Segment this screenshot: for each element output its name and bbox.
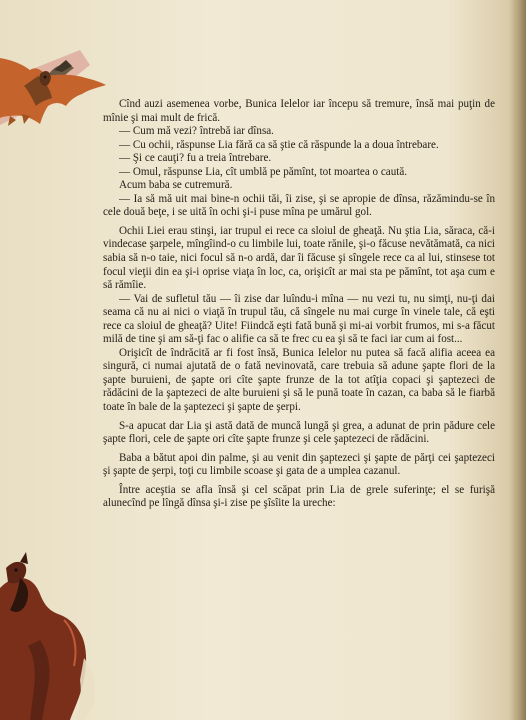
paragraph: — Şi ce cauţi? fu a treia întrebare. xyxy=(119,152,272,165)
paragraph: — Omul, răspunse Lia, cît umblă pe pămînt, tot moartea o caută. xyxy=(119,165,408,178)
paragraph: — Ia să mă uit mai bine-n ochii tăi, îi zise, şi se apropie de dînsa, răzămindu-se în cele două beţe, i se uită în ochi şi-i puse mîna pe umărul gol. xyxy=(103,192,495,219)
paragraph: — Vai de sufletul tău — îi zise dar luîndu-i mîna — nu vezi tu, nu simţi, nu-ţi dai seama că nu ai nici o viaţă în trupul tău, că sîngele nu mai curge în vinele tale, că eşti rece ca sloiul de gheaţă? Uite! Fiindcă eşti fată bună şi mi-ai vorbit frumos, mi s-a făcut milă de tine şi am să-ţi fac o alifie ca să te frec cu ea şi să te faci iar cum ai fost... xyxy=(103,292,495,346)
horse-illustration-icon xyxy=(0,548,96,720)
paragraph: Ochii Liei erau stinşi, iar trupul ei rece ca sloiul de gheaţă. Nu ştia Lia, săraca, că-i vindecase şarpele, mîngîind-o cu limbile lui, toate rănile, şi-o făcuse nevătămată, ca nici sabia să n-o taie, nici focul să n-o ardă, dar îi făcuse şi sîngele rece ca al lui, stinsese tot focul vieţii din ea şi-i oprise viaţa în loc, ca, orişicît ar mai sta pe pămînt, tot aşa cum e să rămîie. xyxy=(103,224,495,292)
paragraph: — Cum mă vezi? întrebă iar dînsa. xyxy=(119,125,274,138)
paragraph: S-a apucat dar Lia şi astă dată de muncă lungă şi grea, a adunat de prin pădure cele şapte flori, cele de şapte ori cîte şapte frunze şi cele şaptezeci de rădăcini. xyxy=(103,419,495,446)
paragraph: Acum baba se cutremură. xyxy=(119,179,233,192)
page-edge-shadow xyxy=(508,0,526,720)
paragraph: Cînd auzi asemenea vorbe, Bunica Ielelor iar începu să tremure, însă mai puţin de mînie şi mai mult de frică. xyxy=(103,98,495,124)
bat-illustration-icon xyxy=(0,30,112,150)
paragraph: Orişicît de îndrăcită ar fi fost însă, Bunica Ielelor nu putea să facă alifia aceea ea singură, ci numai ajutată de o fată nevinovată, care trebuia să adune şapte flori de la şapte buruieni, de şapte ori cîte şapte frunze de la tot atîţia copaci şi şaptezeci de rădăcini de la şaptezeci de alte buruieni şi să le pună toate în cazan, ca baba să le fiarbă toate în bale de la şaptezeci şi şapte de şerpi. xyxy=(103,346,495,414)
story-text xyxy=(103,98,495,511)
paragraph: Baba a bătut apoi din palme, şi au venit din şaptezeci şi şapte de părţi cei şaptezeci şi şapte de şerpi, toţi cu limbile scoase şi gata de a umplea cazanul. xyxy=(103,451,495,478)
paragraph: — Cu ochii, răspunse Lia fără ca să ştie că răspunde la a doua întrebare. xyxy=(119,138,439,151)
paragraph: Între aceştia se afla însă şi cel scăpat prin Lia de grele suferinţe; el se furişă alunecînd pe lîngă dînsa şi-i zise pe şîsîite la ureche: xyxy=(103,483,495,510)
